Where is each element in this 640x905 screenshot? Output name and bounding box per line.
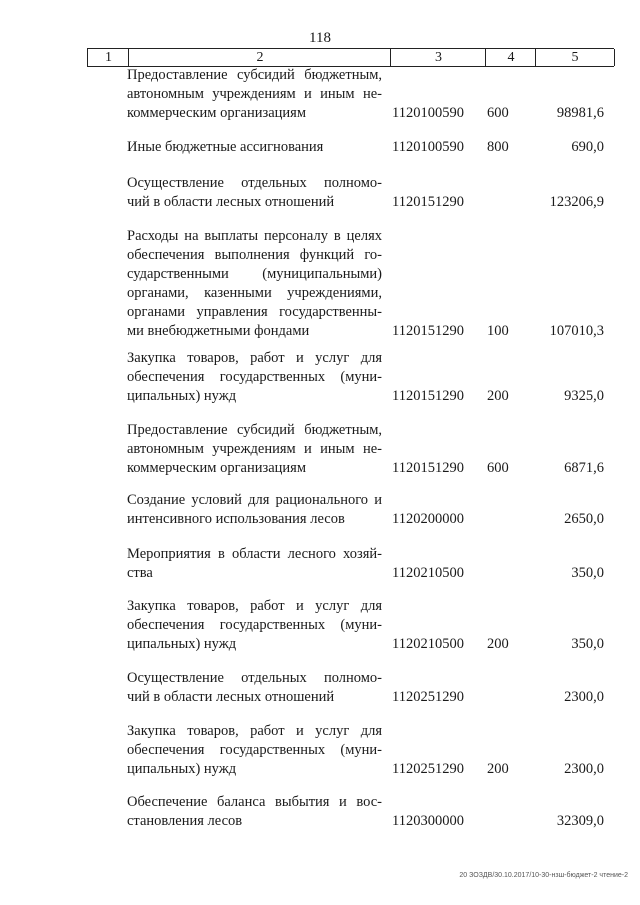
row-expense-type: 600	[487, 105, 509, 121]
row-amount: 6871,6	[564, 460, 604, 476]
row-description-line: интенсивного использования лесов	[127, 511, 345, 527]
row-amount: 2300,0	[564, 761, 604, 777]
row-amount: 123206,9	[549, 194, 604, 210]
header-cell-3: 3	[390, 49, 486, 66]
header-cell-4: 4	[485, 49, 536, 66]
row-target-code: 1120151290	[392, 460, 464, 476]
row-description-line: чий в области лесных отношений	[127, 689, 335, 705]
row-target-code: 1120251290	[392, 689, 464, 705]
row-expense-type: 200	[487, 388, 509, 404]
row-description-line: Закупка товаров, работ и услуг для	[127, 350, 382, 366]
row-description-line: становления лесов	[127, 813, 243, 829]
row-amount: 350,0	[571, 636, 604, 652]
row-target-code: 1120151290	[392, 388, 464, 404]
row-description-line: ципальных) нужд	[127, 761, 237, 777]
row-description-line: коммерческим организациям	[127, 105, 307, 121]
page-number: 118	[309, 30, 331, 46]
row-description-line: автономным учреждениям и иным не-	[127, 441, 382, 457]
row-description-line: Создание условий для рационального и	[127, 492, 382, 508]
row-target-code: 1120200000	[392, 511, 464, 527]
row-amount: 690,0	[571, 139, 604, 155]
row-target-code: 1120151290	[392, 194, 464, 210]
row-description-line: органами, казенными учреждениями,	[127, 285, 382, 301]
row-description	[127, 545, 382, 583]
row-target-code: 1120251290	[392, 761, 464, 777]
row-expense-type: 200	[487, 761, 509, 777]
row-description-line: обеспечения государственных (муни-	[127, 617, 382, 633]
row-description-line: Расходы на выплаты персоналу в целях	[127, 228, 382, 244]
row-amount: 2300,0	[564, 689, 604, 705]
row-description-line: Осуществление отдельных полномо-	[127, 175, 382, 191]
row-description	[127, 669, 382, 707]
row-description-line: ципальных) нужд	[127, 636, 237, 652]
row-description-line: органами управления государственны-	[127, 304, 382, 320]
row-description-line: Обеспечение баланса выбытия и вос-	[127, 794, 382, 810]
row-description-line: коммерческим организациям	[127, 460, 307, 476]
row-expense-type: 600	[487, 460, 509, 476]
row-description-line: чий в области лесных отношений	[127, 194, 335, 210]
row-amount: 107010,3	[549, 323, 604, 339]
row-expense-type: 800	[487, 139, 509, 155]
row-description	[127, 722, 382, 779]
row-description	[127, 491, 382, 529]
row-amount: 9325,0	[564, 388, 604, 404]
row-description-line: обеспечения государственных (муни-	[127, 742, 382, 758]
row-target-code: 1120300000	[392, 813, 464, 829]
header-cell-1: 1	[87, 49, 129, 66]
row-target-code: 1120210500	[392, 636, 464, 652]
row-description-line: Осуществление отдельных полномо-	[127, 670, 382, 686]
row-description	[127, 597, 382, 654]
row-target-code: 1120100590	[392, 105, 464, 121]
row-description	[127, 66, 382, 123]
row-target-code: 1120210500	[392, 565, 464, 581]
row-description-line: автономным учреждениям и иным не-	[127, 86, 382, 102]
row-description	[127, 421, 382, 478]
row-expense-type: 100	[487, 323, 509, 339]
row-description	[127, 793, 382, 831]
row-description-line: Предоставление субсидий бюджетным,	[127, 422, 382, 438]
row-amount: 2650,0	[564, 511, 604, 527]
row-amount: 98981,6	[556, 105, 604, 121]
row-description	[127, 349, 382, 406]
header-cell-2: 2	[128, 49, 391, 66]
row-description-line: Иные бюджетные ассигнования	[127, 139, 324, 155]
row-description-line: Предоставление субсидий бюджетным,	[127, 67, 382, 83]
row-description-line: ципальных) нужд	[127, 388, 237, 404]
row-description	[127, 174, 382, 212]
row-expense-type: 200	[487, 636, 509, 652]
row-description-line: Закупка товаров, работ и услуг для	[127, 723, 382, 739]
row-description-line: Закупка товаров, работ и услуг для	[127, 598, 382, 614]
row-description-line: ми внебюджетными фондами	[127, 323, 310, 339]
table-header	[87, 48, 614, 67]
row-description	[127, 138, 382, 157]
row-target-code: 1120100590	[392, 139, 464, 155]
row-amount: 350,0	[571, 565, 604, 581]
header-cell-5: 5	[535, 49, 615, 66]
row-description-line: Мероприятия в области лесного хозяй-	[127, 546, 382, 562]
row-amount: 32309,0	[556, 813, 604, 829]
document-footer: 20 ЗОЗДВ/30.10.2017/10-30-нзш-бюджет-2 чтение-2	[459, 872, 628, 879]
row-target-code: 1120151290	[392, 323, 464, 339]
row-description-line: ства	[127, 565, 153, 581]
row-description-line: сударственными (муниципальными)	[127, 266, 382, 282]
row-description-line: обеспечения выполнения функций го-	[127, 247, 382, 263]
row-description-line: обеспечения государственных (муни-	[127, 369, 382, 385]
row-description	[127, 227, 382, 341]
